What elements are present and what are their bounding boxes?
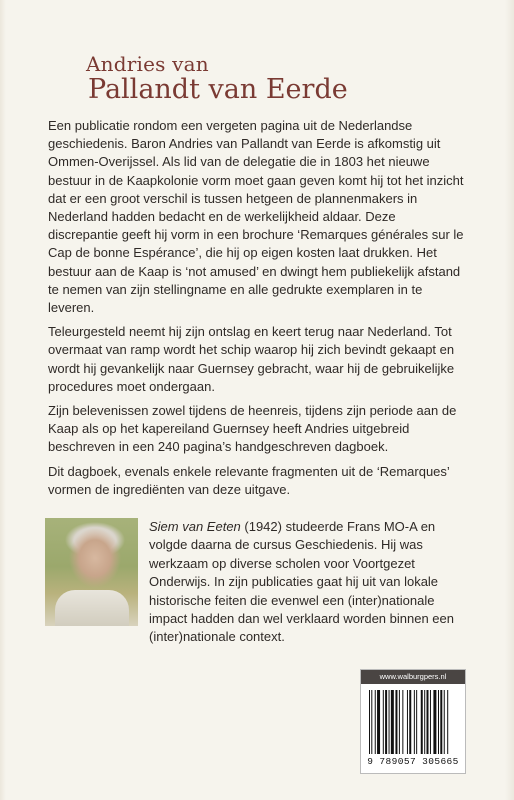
barcode-bar xyxy=(424,690,425,754)
barcode-bar xyxy=(433,690,436,754)
paragraph-1: Een publicatie rondom een vergeten pagina uit de Nederlandse geschiedenis. Baron Andries van Pallandt van Eerde is afkomstig uit Ommen-Overijssel. Als lid van de delegatie die in 1803 het nieuwe bestuur in de Kaapkolonie vorm moet gaan geven komt hij tot het inzicht dat er een groot verschil is tussen hetgeen de plannenmakers in Nederland hadden bedacht en de werkelijkheid aldaar. Deze discrepantie geeft hij vorm in een brochure ‘Remarques générales sur le Cap de bonne Espérance’, die hij op eigen kosten laat drukken. Het bestuur aan de Kaap is ‘not amused’ en dwingt hem publiekelijk afstand te nemen van zijn stellingname en alle gedrukte exemplaren in te leveren. xyxy=(48,118,464,316)
barcode-bar xyxy=(421,690,423,754)
barcode-bar xyxy=(407,690,408,754)
isbn-number: 9 789057 305665 xyxy=(367,756,459,767)
barcode-bars xyxy=(367,690,459,754)
author-photo-shirt xyxy=(55,590,129,626)
barcode-bar xyxy=(444,690,445,754)
barcode-bar xyxy=(395,690,397,754)
barcode-bar xyxy=(383,690,384,754)
barcode-block xyxy=(360,669,466,774)
barcode-bar xyxy=(389,690,390,754)
barcode-bar xyxy=(427,690,429,754)
barcode-bar xyxy=(447,690,448,754)
barcode-bar xyxy=(402,690,403,754)
barcode-bar xyxy=(391,690,394,754)
paragraph-3: Zijn belevenissen zowel tijdens de heenreis, tijdens zijn periode aan de Kaap als op het kapereiland Guernsey heeft Andries uitgebreid beschreven in een 240 pagina’s handgeschreven dagboek. xyxy=(48,403,457,455)
title-line-1: Andries van xyxy=(86,52,209,76)
barcode-bar xyxy=(377,690,380,754)
paragraph-4: Dit dagboek, evenals enkele relevante fragmenten uit de ‘Remarques’ vormen de ingrediënten van deze uitgave. xyxy=(48,463,450,497)
author-bio xyxy=(149,518,467,647)
barcode-bar xyxy=(409,690,411,754)
barcode-bar xyxy=(375,690,376,754)
barcode-bar xyxy=(416,690,417,754)
author-name: Siem van Eeten xyxy=(149,519,241,534)
barcode-bar xyxy=(414,690,415,754)
author-bio-text: (1942) studeerde Frans MO-A en volgde daarna de cursus Geschiedenis. Hij was werkzaam op diverse scholen voor Voortgezet Onderwijs. In zijn publicaties gaat hij uit van lokale historische feiten die evenwel een (inter)nationale impact hadden dan wel verklaard worden binnen een (inter)nationale context. xyxy=(149,519,454,645)
publisher-url: www.walburgpers.nl xyxy=(361,670,465,684)
barcode-bar xyxy=(385,690,387,754)
title-line-2: Pallandt van Eerde xyxy=(88,74,348,105)
barcode-bar xyxy=(430,690,431,754)
paragraph-2: Teleurgesteld neemt hij zijn ontslag en keert terug naar Nederland. Tot overmaat van ramp wordt het schip waarop hij zich bevindt gekaapt en wordt hij gevankelijk naar Guernsey gebracht, waar hij de gebruikelijke procedures moet ondergaan. xyxy=(48,324,455,394)
barcode-bar xyxy=(440,690,442,754)
author-photo xyxy=(45,518,138,626)
barcode-bar xyxy=(438,690,439,754)
barcode-bar xyxy=(369,690,370,754)
barcode-bar xyxy=(371,690,372,754)
barcode-bar xyxy=(399,690,400,754)
blurb xyxy=(48,117,468,505)
